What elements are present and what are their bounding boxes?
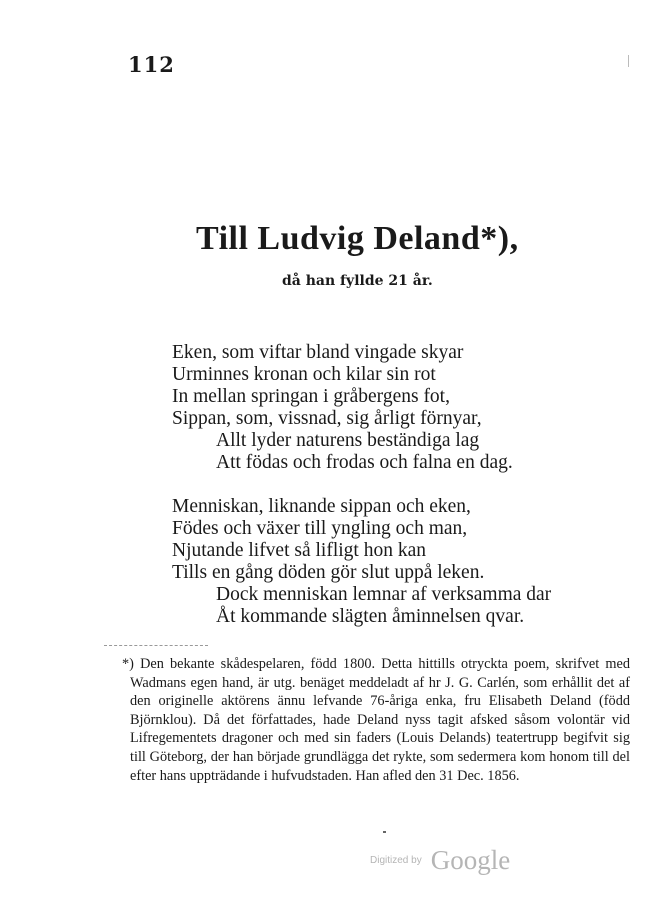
page-number: 112 [128,52,175,77]
stanza2-line-4: Tills en gång döden gör slut uppå leken. [172,562,485,583]
footnote: *) Den bekante skådespelaren, född 1800. Detta hittills otryckta poem, skrifvet med Wadmans egen hand, är utg. benäget meddeladt af hr J. G. Carlén, som erhållit det af den originelle aktörens ännu lefvande 76-åriga enka, fru Elisabeth Deland (född Björnklou). Då det författades, hade Deland nyss tagit afsked såsom volontär vid Lifregementets dragoner och med sin faders (Louis Delands) teatertrupp begifvit sig till Göteborg, der han började grundlägga det rykte, som sedermera kom honom till del efter hans uppträdande i hufvudstaden. Han afled den 31 Dec. 1856. [122,656,630,784]
stanza1-line-1: Eken, som viftar bland vingade skyar [172,342,464,363]
stanza1-line-6: Att födas och frodas och falna en dag. [216,452,513,473]
digitized-by-google-watermark [370,845,510,876]
stanza2-line-2: Födes och växer till yngling och man, [172,518,468,539]
poem-subtitle: då han fyllde 21 år. [282,273,433,289]
stanza1-line-4: Sippan, som, vissnad, sig årligt förnyar, [172,408,482,429]
scan-speck [383,831,386,833]
footnote-rule [104,645,208,646]
stanza2-line-5: Dock menniskan lemnar af verksamma dar [216,584,552,605]
stanza2-line-6: Åt kommande slägten åminnelsen qvar. [216,606,525,627]
stanza1-line-3: In mellan springan i gråbergens fot, [172,386,450,407]
google-logo-icon: Google [430,845,511,875]
stanza1-line-2: Urminnes kronan och kilar sin rot [172,364,436,385]
stanza2-line-1: Menniskan, liknande sippan och eken, [172,496,471,517]
page-edge-mark [628,55,629,67]
stanza2-line-3: Njutande lifvet så lifligt hon kan [172,540,426,561]
watermark-prefix: Digitized by [370,855,422,866]
stanza1-line-5: Allt lyder naturens beständiga lag [216,430,480,451]
poem-title: Till Ludvig Deland*), [196,220,519,257]
